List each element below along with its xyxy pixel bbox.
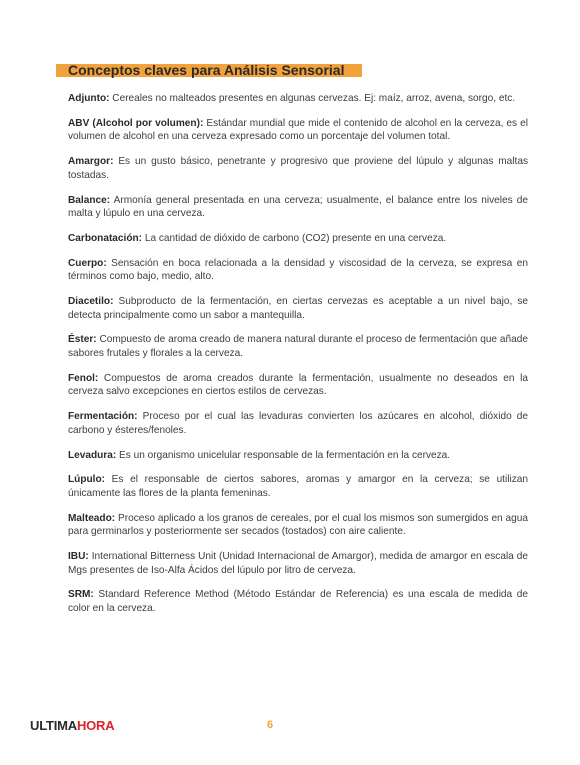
glossary-definition: Compuesto de aroma creado de manera natural durante el proceso de fermentación que añade sabores frutales y florales a la cerveza. <box>68 334 528 360</box>
logo-text-hora: HORA <box>76 718 115 733</box>
glossary-definition: Armonía general presentada en una cerveza; usualmente, el balance entre los niveles de malta y lúpulo en una cerveza. <box>68 194 528 220</box>
glossary-term: Diacetilo: <box>68 296 114 308</box>
glossary-entry <box>68 588 528 615</box>
glossary-entry <box>68 333 528 360</box>
glossary-term: Adjunto: <box>68 93 110 104</box>
glossary-list <box>68 92 528 627</box>
glossary-entry <box>68 92 528 106</box>
page-number: 6 <box>266 719 274 731</box>
glossary-entry <box>68 257 528 284</box>
glossary-definition: International Bitterness Unit (Unidad Internacional de Amargor), medida de amargor en escala de Mgs presentes de Iso-Alfa Ácidos del lúpulo por litro de cerveza. <box>68 551 528 576</box>
glossary-entry <box>68 512 528 539</box>
glossary-term: Lúpulo: <box>68 474 105 486</box>
ultimahora-logo <box>30 718 114 734</box>
glossary-entry <box>68 550 528 577</box>
glossary-definition: Proceso por el cual las levaduras convierten los azúcares en alcohol, dióxido de carbono y ésteres/fenoles. <box>68 411 528 436</box>
glossary-definition: Standard Reference Method (Método Estándar de Referencia) es una escala de medida de color en la cerveza. <box>68 589 528 615</box>
glossary-entry <box>68 295 528 322</box>
glossary-term: Carbonatación: <box>68 232 143 244</box>
glossary-term: Fenol: <box>68 372 99 384</box>
glossary-definition: Es un organismo unicelular responsable de la fermentación en la cerveza. <box>116 449 451 461</box>
glossary-entry <box>68 473 528 500</box>
glossary-definition: Compuestos de aroma creados durante la fermentación, usualmente no deseados en la cerveza salvo excepciones en ciertos estilos de cervezas. <box>68 372 528 398</box>
glossary-term: Amargor: <box>68 156 114 168</box>
glossary-entry <box>68 410 528 437</box>
glossary-definition: Es el responsable de ciertos sabores, aromas y amargor en la cerveza; se utilizan únicamente las flores de la planta femeninas. <box>68 474 528 499</box>
glossary-entry <box>68 372 528 399</box>
glossary-definition: Subproducto de la fermentación, en ciertas cervezas es aceptable a un nivel bajo, se detecta principalmente como un sabor a mantequilla. <box>68 296 528 321</box>
glossary-term: SRM: <box>68 589 94 601</box>
glossary-definition: La cantidad de dióxido de carbono (CO2) presente en una cerveza. <box>142 232 447 244</box>
glossary-entry <box>68 449 528 463</box>
glossary-entry <box>68 117 528 144</box>
glossary-term: Fermentación: <box>68 411 138 423</box>
glossary-term: ABV (Alcohol por volumen): <box>68 117 204 129</box>
glossary-entry <box>68 155 528 182</box>
glossary-entry <box>68 232 528 246</box>
glossary-definition: Es un gusto básico, penetrante y progresivo que proviene del lúpulo y algunas maltas tostadas. <box>68 156 528 181</box>
glossary-term: Malteado: <box>68 512 116 524</box>
glossary-definition: Proceso aplicado a los granos de cereales, por el cual los mismos son sumergidos en agua para germinarlos y posteriormente ser secados (tostados) con aire caliente. <box>68 512 528 538</box>
page-title: Conceptos claves para Análisis Sensorial <box>68 62 345 78</box>
glossary-term: Éster: <box>68 334 97 346</box>
glossary-term: IBU: <box>68 551 89 563</box>
glossary-term: Cuerpo: <box>68 257 107 269</box>
glossary-definition: Sensación en boca relacionada a la densidad y viscosidad de la cerveza, se expresa en términos como bajo, medio, alto. <box>68 257 528 283</box>
section-heading <box>56 60 362 80</box>
glossary-entry <box>68 194 528 221</box>
glossary-definition: Cereales no malteados presentes en algunas cervezas. Ej: maíz, arroz, avena, sorgo, etc. <box>109 93 516 104</box>
glossary-term: Levadura: <box>68 449 117 461</box>
logo-text-ultima: ULTIMA <box>30 718 77 733</box>
glossary-term: Balance: <box>68 194 111 206</box>
glossary-definition: Estándar mundial que mide el contenido de alcohol en la cerveza, es el volumen de alcohol en una cerveza expresado como un porcentaje del volumen total. <box>68 117 528 143</box>
